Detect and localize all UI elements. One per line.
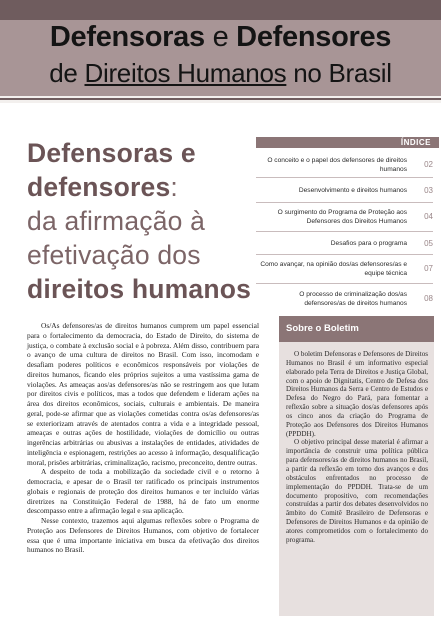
- about-box-title: Sobre o Boletim: [279, 316, 434, 342]
- body-paragraph: A despeito de toda a mobilização da sociedade civil e o retorno à democracia, e apesar de o Brasil ter ratificado os principais instrumentos globais e regionais de proteção dos direitos humanos e ter incluído várias diretrizes na Constituição Federal de 1988, há de fato um enorme descompasso entre a afirmação legal e sua aplicação.: [27, 467, 259, 516]
- masthead-rule: [0, 98, 441, 100]
- about-paragraph: O boletim Defensoras e Defensores de Direitos Humanos no Brasil é um informativo especial elaborado pela Terra de Direitos e Justiça Global, com o apoio de Dignitatis, Centro de Defesa dos Direitos Humanos da Serra e Centro de Estudos e Defesa do Negro do Pará, para fomentar a reflexão sobre a situação dos/as defensores após os cinco anos da criação do Programa de Proteção aos Defensores dos Direitos Humanos (PPDDH).: [286, 350, 428, 438]
- about-box-body: [286, 350, 428, 545]
- index-item[interactable]: O processo de criminalização dos/as defensores/as de direitos humanos 08: [299, 291, 433, 307]
- about-paragraph: O objetivo principal desse material é afirmar a importância de construir uma política pública para defensores/as de direitos humanos no Brasil, a partir da reflexão em torno dos avanços e dos obstáculos enfrentados no processo de implementação do PPDDH. Trata-se de um documento propositivo, com recomendações construídas a partir dos debates desenvolvidos no âmbito do Comitê Brasileiro de Defensoras e Defensores de Direitos Humanos e da opinião de atores comprometidos com o fortalecimento do programa.: [286, 438, 428, 544]
- article-body: [27, 321, 259, 555]
- index-item[interactable]: Desenvolvimento e direitos humanos 03: [250, 183, 439, 203]
- masthead-title-line2: de Direitos Humanos no Brasil: [49, 58, 392, 88]
- masthead-top-band: [0, 0, 441, 20]
- index-item[interactable]: O surgimento do Programa de Proteção aos Defensores dos Direitos Humanos 04: [250, 207, 439, 233]
- masthead-title-line1: Defensoras e Defensores: [49, 21, 392, 53]
- index-heading: ÍNDICE: [256, 137, 439, 148]
- masthead: [0, 0, 441, 103]
- article-headline: Defensoras e defensores: da afirmação à efetivação dos direitos humanos: [27, 138, 252, 304]
- index-item[interactable]: Como avançar, na opinião dos/as defensores/as e equipe técnica 07: [250, 259, 439, 285]
- body-paragraph: Nesse contexto, trazemos aqui algumas reflexões sobre o Programa de Proteção aos Defensores de Direitos Humanos, com objetivo de fortalecer essa que é uma importante iniciativa em busca da efetivação dos direitos humanos no Brasil.: [27, 516, 259, 555]
- body-paragraph: Os/As defensores/as de direitos humanos cumprem um papel essencial para o fortalecimento da democracia, do Estado de Direito, do sistema de justiça, o combate à exclusão social e à pobreza. Além disso, contribuem para o avanço de uma cultura de direitos no Brasil. Com isso, incomodam e desafiam poderes políticos e econômicos responsáveis por violações de direitos humanos, ficando eles próprios sujeitos a uma vastíssima gama de violações. As ameaças aos/as defensores/as não se restringem aos que lutam por direitos civis e políticos, mas a todos que defendem e lideram ações na área dos direitos econômicos, sociais, culturais e ambientais. De maneira geral, pode-se afirmar que as violações cometidas contra os/as defensores/as se exteriorizam através de atentados contra a vida e a integridade pessoal, ameaças e outras ações de hostilidade, violações de domicílio ou outras ingerências arbitrárias ou abusivas a instalações de entidades, atividades de inteligência e espionagem, restrições ao acesso à informação, desqualificação moral, prisões arbitrárias, criminalização, racismo, preconceito, dentre outras.: [27, 321, 259, 467]
- index-item[interactable]: O conceito e o papel dos defensores de direitos humanos 02: [250, 155, 439, 179]
- index-item[interactable]: Desafios para o programa 05: [250, 237, 439, 255]
